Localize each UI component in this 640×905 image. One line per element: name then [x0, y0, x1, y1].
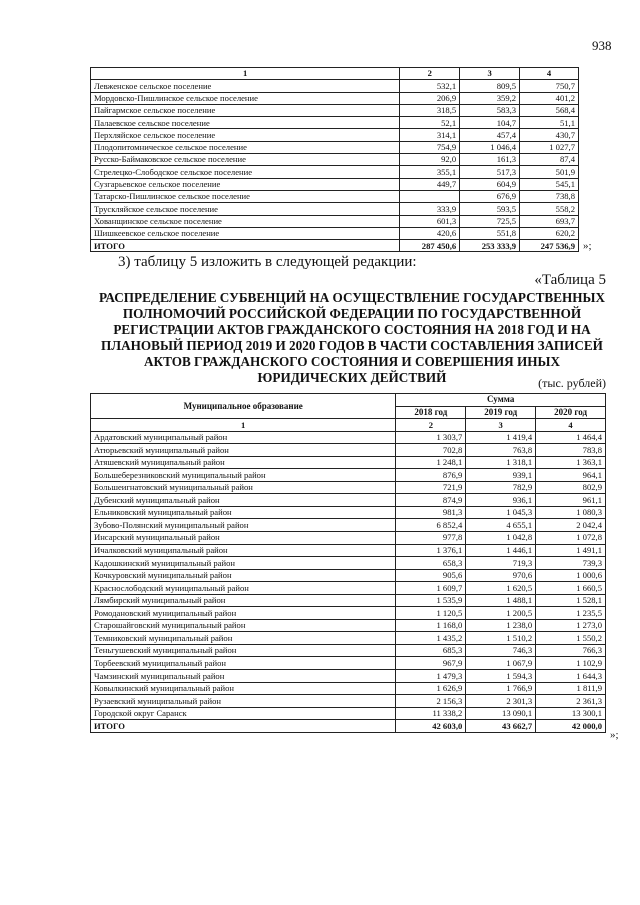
table-row [91, 444, 606, 457]
value-cell: 2 361,3 [536, 695, 606, 708]
table-row [91, 494, 606, 507]
value-cell: 1 464,4 [536, 431, 606, 444]
value-cell: 51,1 [520, 117, 579, 129]
value-cell: 253 333,9 [460, 240, 520, 252]
table-row [91, 481, 606, 494]
value-cell: 1 435,2 [396, 632, 466, 645]
column-index-row [91, 68, 579, 80]
value-cell: 13 090,1 [466, 707, 536, 720]
row-label: Кадошкинский муниципальный район [91, 557, 396, 570]
value-cell: 936,1 [466, 494, 536, 507]
value-cell: 355,1 [400, 166, 460, 178]
row-label: Старошайговский муниципальный район [91, 619, 396, 632]
value-cell: 206,9 [400, 92, 460, 104]
row-label: Левженское сельское поселение [91, 80, 400, 92]
value-cell: 1 046,4 [460, 141, 520, 153]
column-index: 1 [91, 68, 400, 80]
row-label: Краснослободский муниципальный район [91, 582, 396, 595]
column-index: 1 [91, 419, 396, 432]
value-cell: 981,3 [396, 506, 466, 519]
value-cell: 583,3 [460, 104, 520, 116]
value-cell: 1 491,1 [536, 544, 606, 557]
table-row [91, 129, 579, 141]
row-label: Хованщинское сельское поселение [91, 215, 400, 227]
value-cell: 1 594,3 [466, 670, 536, 683]
column-index: 2 [396, 419, 466, 432]
table-row [91, 469, 606, 482]
row-label: ИТОГО [91, 720, 396, 733]
row-label: Сузгарьевское сельское поселение [91, 178, 400, 190]
total-row [91, 240, 579, 252]
value-cell: 964,1 [536, 469, 606, 482]
row-label: Татарско-Пишлинское сельское поселение [91, 190, 400, 202]
value-cell: 1 535,9 [396, 594, 466, 607]
value-cell: 1 168,0 [396, 619, 466, 632]
value-cell: 1 303,7 [396, 431, 466, 444]
value-cell: 42 603,0 [396, 720, 466, 733]
value-cell: 87,4 [520, 154, 579, 166]
value-cell: 449,7 [400, 178, 460, 190]
table-caption: «Таблица 5 [534, 272, 606, 288]
value-cell: 693,7 [520, 215, 579, 227]
row-label: Большеигнатовский муниципальный район [91, 481, 396, 494]
value-cell: 601,3 [400, 215, 460, 227]
value-cell: 287 450,6 [400, 240, 460, 252]
row-label: Теньгушевский муниципальный район [91, 644, 396, 657]
value-cell: 593,5 [460, 203, 520, 215]
table-row [91, 682, 606, 695]
table-row [91, 166, 579, 178]
value-cell: 501,9 [520, 166, 579, 178]
value-cell: 783,8 [536, 444, 606, 457]
value-cell: 1 042,8 [466, 532, 536, 545]
value-cell: 961,1 [536, 494, 606, 507]
value-cell: 1 609,7 [396, 582, 466, 595]
table-row [91, 569, 606, 582]
table-row [91, 178, 579, 190]
value-cell: 721,9 [396, 481, 466, 494]
value-cell: 318,5 [400, 104, 460, 116]
value-cell: 532,1 [400, 80, 460, 92]
value-cell: 11 338,2 [396, 707, 466, 720]
value-cell: 620,2 [520, 227, 579, 239]
table-row [91, 203, 579, 215]
value-cell: 702,8 [396, 444, 466, 457]
value-cell: 782,9 [466, 481, 536, 494]
value-cell: 1 550,2 [536, 632, 606, 645]
row-label: Торбеевский муниципальный район [91, 657, 396, 670]
value-cell: 4 655,1 [466, 519, 536, 532]
value-cell: 420,6 [400, 227, 460, 239]
table-row [91, 519, 606, 532]
table-row [91, 582, 606, 595]
value-cell: 874,9 [396, 494, 466, 507]
value-cell: 802,9 [536, 481, 606, 494]
value-cell: 750,7 [520, 80, 579, 92]
value-cell: 314,1 [400, 129, 460, 141]
table-row [91, 695, 606, 708]
row-label: Кочкуровский муниципальный район [91, 569, 396, 582]
value-cell: 1 766,9 [466, 682, 536, 695]
value-cell: 1 644,3 [536, 670, 606, 683]
value-cell: 1 363,1 [536, 456, 606, 469]
value-cell: 1 528,1 [536, 594, 606, 607]
value-cell: 1 318,1 [466, 456, 536, 469]
value-cell: 876,9 [396, 469, 466, 482]
value-cell: 939,1 [466, 469, 536, 482]
value-cell: 2 042,4 [536, 519, 606, 532]
sum-column-header: Сумма [396, 394, 606, 407]
row-label: Атяшевский муниципальный район [91, 456, 396, 469]
value-cell: 457,4 [460, 129, 520, 141]
row-label: Зубово-Полянский муниципальный район [91, 519, 396, 532]
value-cell: 1 045,3 [466, 506, 536, 519]
value-cell: 1 248,1 [396, 456, 466, 469]
row-label: Дубенский муниципальный район [91, 494, 396, 507]
table-row [91, 456, 606, 469]
value-cell: 247 536,9 [520, 240, 579, 252]
table-row [91, 190, 579, 202]
value-cell: 1 235,5 [536, 607, 606, 620]
column-index: 3 [466, 419, 536, 432]
value-cell: 905,6 [396, 569, 466, 582]
table-row [91, 532, 606, 545]
year-2018-header: 2018 год [396, 406, 466, 419]
value-cell: 977,8 [396, 532, 466, 545]
value-cell: 1 102,9 [536, 657, 606, 670]
value-cell: 685,3 [396, 644, 466, 657]
table-row [91, 104, 579, 116]
value-cell: 359,2 [460, 92, 520, 104]
value-cell: 1 479,3 [396, 670, 466, 683]
row-label: Стрелецко-Слободское сельское поселение [91, 166, 400, 178]
value-cell: 1 000,6 [536, 569, 606, 582]
row-label: Перхляйское сельское поселение [91, 129, 400, 141]
table-row [91, 154, 579, 166]
value-cell: 104,7 [460, 117, 520, 129]
row-label: Атюрьевский муниципальный район [91, 444, 396, 457]
value-cell: 430,7 [520, 129, 579, 141]
value-cell: 967,9 [396, 657, 466, 670]
row-label: Лямбирский муниципальный район [91, 594, 396, 607]
value-cell: 43 662,7 [466, 720, 536, 733]
table-row [91, 80, 579, 92]
value-cell: 1 072,8 [536, 532, 606, 545]
value-cell: 1 200,5 [466, 607, 536, 620]
value-cell: 1 626,9 [396, 682, 466, 695]
value-cell: 42 000,0 [536, 720, 606, 733]
table-row [91, 594, 606, 607]
units-label: (тыс. рублей) [538, 376, 606, 390]
row-label: Ардатовский муниципальный район [91, 431, 396, 444]
row-label: Пайгармское сельское поселение [91, 104, 400, 116]
value-cell: 676,9 [460, 190, 520, 202]
value-cell: 2 301,3 [466, 695, 536, 708]
value-cell: 517,3 [460, 166, 520, 178]
value-cell: 1 027,7 [520, 141, 579, 153]
value-cell: 333,9 [400, 203, 460, 215]
table2-closing-quote: »; [610, 729, 619, 741]
value-cell: 1 488,1 [466, 594, 536, 607]
table-row [91, 431, 606, 444]
row-label: Ичалковский муниципальный район [91, 544, 396, 557]
table-row [91, 544, 606, 557]
value-cell: 739,3 [536, 557, 606, 570]
value-cell: 1 446,1 [466, 544, 536, 557]
table-row [91, 607, 606, 620]
row-label: Ромодановский муниципальный район [91, 607, 396, 620]
row-label: Городской округ Саранск [91, 707, 396, 720]
value-cell: 1 273,0 [536, 619, 606, 632]
value-cell: 766,3 [536, 644, 606, 657]
table-row [91, 117, 579, 129]
value-cell: 551,8 [460, 227, 520, 239]
row-label: Трускляйское сельское поселение [91, 203, 400, 215]
value-cell: 92,0 [400, 154, 460, 166]
value-cell: 568,4 [520, 104, 579, 116]
table-row [91, 644, 606, 657]
row-label: Ковылкинский муниципальный район [91, 682, 396, 695]
table-row [91, 92, 579, 104]
column-index: 3 [460, 68, 520, 80]
subvention-table [90, 393, 606, 733]
amendment-instruction: 3) таблицу 5 изложить в следующей редакции: [118, 254, 417, 270]
table-row [91, 707, 606, 720]
row-label: Инсарский муниципальный район [91, 532, 396, 545]
row-label: Шишкеевское сельское поселение [91, 227, 400, 239]
table-title: РАСПРЕДЕЛЕНИЕ СУБВЕНЦИЙ НА ОСУЩЕСТВЛЕНИЕ ГОСУДАРСТВЕННЫХ ПОЛНОМОЧИЙ РОССИЙСКОЙ ФЕДЕРАЦИИ ПО ГОСУДАРСТВЕННОЙ РЕГИСТРАЦИИ АКТОВ ГРАЖДАНСКОГО СОСТОЯНИЯ НА 2018 ГОД И НА ПЛАНОВЫЙ ПЕРИОД 2019 И 2020 ГОДОВ В ЧАСТИ СОСТАВЛЕНИЯ ЗАПИСЕЙ АКТОВ ГРАЖДАНСКОГО СОСТОЯНИЯ И СОВЕРШЕНИЯ ИНЫХ ЮРИДИЧЕСКИХ ДЕЙСТВИЙ [99, 290, 605, 385]
value-cell: 763,8 [466, 444, 536, 457]
table-continuation [90, 67, 579, 252]
value-cell: 1 376,1 [396, 544, 466, 557]
column-index: 4 [520, 68, 579, 80]
row-label: ИТОГО [91, 240, 400, 252]
table-row [91, 670, 606, 683]
value-cell: 1 067,9 [466, 657, 536, 670]
row-label: Ельниковский муниципальный район [91, 506, 396, 519]
table1-closing-quote: »; [583, 240, 592, 252]
page-number: 938 [592, 38, 612, 53]
value-cell: 558,2 [520, 203, 579, 215]
value-cell: 754,9 [400, 141, 460, 153]
municipality-column-header: Муниципальное образование [91, 394, 396, 419]
value-cell: 970,6 [466, 569, 536, 582]
table-row [91, 506, 606, 519]
value-cell: 161,3 [460, 154, 520, 166]
row-label: Рузаевский муниципальный район [91, 695, 396, 708]
value-cell: 2 156,3 [396, 695, 466, 708]
value-cell: 1 660,5 [536, 582, 606, 595]
value-cell: 1 419,4 [466, 431, 536, 444]
total-row [91, 720, 606, 733]
row-label: Чамзинский муниципальный район [91, 670, 396, 683]
value-cell: 1 080,3 [536, 506, 606, 519]
value-cell: 1 620,5 [466, 582, 536, 595]
year-2020-header: 2020 год [536, 406, 606, 419]
row-label: Темниковский муниципальный район [91, 632, 396, 645]
value-cell: 1 120,5 [396, 607, 466, 620]
table-row [91, 141, 579, 153]
value-cell [400, 190, 460, 202]
row-label: Мордовско-Пишлинское сельское поселение [91, 92, 400, 104]
value-cell: 545,1 [520, 178, 579, 190]
row-label: Палаевское сельское поселение [91, 117, 400, 129]
value-cell: 746,3 [466, 644, 536, 657]
table-row [91, 619, 606, 632]
row-label: Большеберезниковский муниципальный район [91, 469, 396, 482]
year-2019-header: 2019 год [466, 406, 536, 419]
table-row [91, 657, 606, 670]
table-row [91, 557, 606, 570]
value-cell: 1 510,2 [466, 632, 536, 645]
row-label: Русско-Баймаковское сельское поселение [91, 154, 400, 166]
value-cell: 725,5 [460, 215, 520, 227]
column-index: 2 [400, 68, 460, 80]
value-cell: 6 852,4 [396, 519, 466, 532]
table-row [91, 215, 579, 227]
value-cell: 401,2 [520, 92, 579, 104]
value-cell: 52,1 [400, 117, 460, 129]
value-cell: 658,3 [396, 557, 466, 570]
value-cell: 604,9 [460, 178, 520, 190]
table-row [91, 632, 606, 645]
value-cell: 809,5 [460, 80, 520, 92]
value-cell: 1 238,0 [466, 619, 536, 632]
value-cell: 1 811,9 [536, 682, 606, 695]
value-cell: 13 300,1 [536, 707, 606, 720]
value-cell: 719,3 [466, 557, 536, 570]
column-index: 4 [536, 419, 606, 432]
row-label: Плодопитомническое сельское поселение [91, 141, 400, 153]
table-row [91, 227, 579, 239]
value-cell: 738,8 [520, 190, 579, 202]
